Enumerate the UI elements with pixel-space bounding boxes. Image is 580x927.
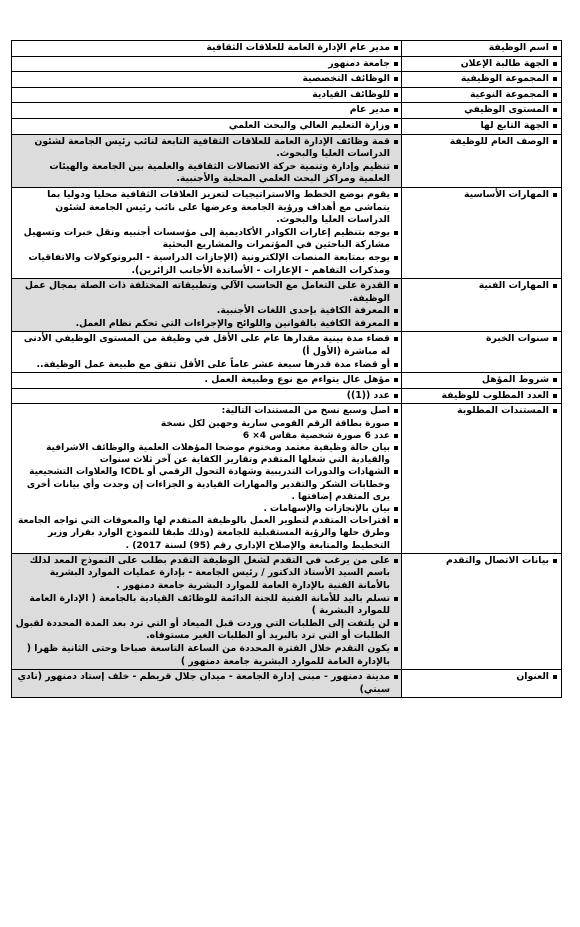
square-bullet-icon	[553, 62, 557, 66]
value-item	[15, 390, 398, 403]
label-wrapper	[405, 390, 557, 403]
value-list	[15, 58, 398, 71]
label-wrapper	[405, 555, 557, 568]
value-text: اقتراحات المتقدم لتطوير العمل بالوظيفة المتقدم لها والمعوقات التي تواجه الجامعة وطرق حلها والرؤية المستقبلية للجامعة (وذلك طبقا للنموذج الوارد بقرار وزير التخطيط والمتابعة والإصلاح الإداري رقم (95) لسنة 2017) .	[18, 516, 390, 551]
square-bullet-icon	[394, 622, 398, 626]
square-bullet-icon	[394, 77, 398, 81]
square-bullet-icon	[553, 46, 557, 50]
field-label: شروط المؤهل	[481, 374, 549, 386]
label-cell	[402, 103, 562, 119]
field-label: المهارات الأساسية	[464, 188, 549, 200]
value-item	[15, 618, 398, 643]
square-bullet-icon	[553, 675, 557, 679]
row-requesting-entity	[12, 56, 562, 72]
label-cell	[402, 279, 562, 332]
label-cell	[402, 553, 562, 669]
row-basic-skills	[12, 187, 562, 278]
value-cell	[12, 187, 402, 278]
job-details-table	[11, 40, 562, 698]
label-wrapper	[405, 374, 557, 387]
value-text: الشهادات والدورات التدريبية وشهادة التحول الرقمي أو ICDL والعلاوات التشجيعية وخطابات الشكر والتقدير والمهارات القيادية و الجزاءات إن وجدت وأي بيانات أخرى يرى المتقدم إضافتها .	[26, 467, 390, 502]
value-list	[15, 136, 398, 186]
value-list	[15, 42, 398, 55]
value-list	[15, 374, 398, 387]
square-bullet-icon	[394, 422, 398, 426]
label-wrapper	[405, 73, 557, 86]
field-label: المجموعة الوظيفية	[460, 73, 549, 85]
field-label: الوصف العام للوظيفة	[449, 135, 549, 147]
field-label: بيانات الاتصال والتقدم	[445, 554, 549, 566]
value-item	[15, 466, 398, 503]
value-text: القدرة على التعامل مع الحاسب الآلي وتطبيقاته المختلفة ذات الصلة بمجال عمل الوظيفة.	[24, 280, 390, 304]
square-bullet-icon	[553, 140, 557, 144]
label-cell	[402, 373, 562, 389]
square-bullet-icon	[553, 93, 557, 97]
square-bullet-icon	[394, 93, 398, 97]
label-wrapper	[405, 42, 557, 55]
value-cell	[12, 553, 402, 669]
value-list	[15, 120, 398, 133]
row-type-group	[12, 87, 562, 103]
row-contact-application	[12, 553, 562, 669]
field-label: المستوى الوظيفي	[464, 104, 549, 116]
square-bullet-icon	[394, 193, 398, 197]
value-text: يوجه بتنظيم إعارات الكوادر الأكاديمية إلى مؤسسات أجنبيه ونقل خبرات وتسهيل مشاركة الباحثين في المؤتمرات والمشاريع البحثية	[23, 226, 390, 251]
value-text: لن يلتفت إلى الطلبات التي وردت قبل الميعاد أو التي ترد بعد المدة المحددة لقبول الطلبات أو التي ترد بالبريد أو الطلبات الغير مستوفاه.	[15, 617, 390, 642]
value-cell	[12, 404, 402, 553]
label-cell	[402, 118, 562, 134]
row-address	[12, 670, 562, 698]
value-item	[15, 503, 398, 515]
value-cell	[12, 670, 402, 698]
value-cell	[12, 103, 402, 119]
square-bullet-icon	[394, 647, 398, 651]
value-cell	[12, 373, 402, 389]
square-bullet-icon	[394, 309, 398, 313]
value-text: المعرفة الكافية بإحدى اللغات الأجنبية.	[216, 305, 390, 317]
square-bullet-icon	[394, 231, 398, 235]
value-list	[15, 104, 398, 117]
value-item	[15, 89, 398, 102]
value-item	[15, 42, 398, 55]
field-label: الجهة طالبة الإعلان	[460, 57, 549, 69]
row-qualification	[12, 373, 562, 389]
value-text: اصل وسبع نسخ من المستندات التالية:	[221, 406, 390, 417]
value-item	[15, 252, 398, 277]
field-label: المهارات الفنية	[478, 280, 549, 292]
value-list	[15, 671, 398, 696]
value-list	[15, 333, 398, 371]
value-item	[15, 136, 398, 161]
square-bullet-icon	[394, 140, 398, 144]
label-wrapper	[405, 136, 557, 149]
square-bullet-icon	[394, 124, 398, 128]
job-details-body	[12, 41, 562, 698]
square-bullet-icon	[394, 675, 398, 679]
value-list	[15, 89, 398, 102]
label-wrapper	[405, 120, 557, 133]
square-bullet-icon	[394, 394, 398, 398]
value-text: يقوم بوضع الخطط والاستراتيجيات لتعزيز العلاقات الثقافية محليا ودوليا بما يتماشى مع أهداف ورؤية الجامعة وعرضها على نائب رئيس الجامعة لشئون الدراسات العليا والبحوث.	[47, 188, 390, 226]
value-text: أو قضاء مدة قدرها سبعة عشر عاماً على الأقل تتفق مع طبيعة عمل الوظيفة..	[36, 358, 390, 370]
square-bullet-icon	[394, 409, 398, 413]
square-bullet-icon	[394, 597, 398, 601]
value-item	[15, 280, 398, 305]
square-bullet-icon	[394, 108, 398, 112]
square-bullet-icon	[394, 46, 398, 50]
square-bullet-icon	[394, 322, 398, 326]
value-text: يكون التقدم خلال الفترة المحددة من الساعة التاسعة صباحا وحتى الثانية ظهرا ( بالإدارة العامة للموارد البشرية جامعة دمنهور )	[26, 643, 390, 667]
square-bullet-icon	[394, 363, 398, 367]
value-item	[15, 515, 398, 552]
label-wrapper	[405, 333, 557, 346]
value-item	[15, 593, 398, 618]
value-text: عدد 6 صورة شخصية مقاس 4× 6	[242, 430, 390, 441]
value-item	[15, 671, 398, 696]
value-text: وزارة التعليم العالي والبحث العلمي	[228, 119, 390, 131]
label-cell	[402, 41, 562, 57]
value-item	[15, 333, 398, 358]
label-wrapper	[405, 89, 557, 102]
square-bullet-icon	[394, 378, 398, 382]
value-text: على من يرغب في التقدم لشغل الوظيفة التقدم بطلب على النموذج المعد لذلك باسم السيد الأستاذ الدكتور / رئيس الجامعة - بإدارة عمليات الموارد البشرية بالأمانة الفنية بالإدارة العامة للموارد البشرية جامعة دمنهور .	[29, 554, 390, 592]
field-label: اسم الوظيفة	[488, 42, 549, 53]
value-text: بيان بالإنجازات والإسهامات .	[263, 504, 390, 515]
field-label: العدد المطلوب للوظيفة	[441, 389, 549, 401]
value-text: الوظائف التخصصية	[302, 73, 390, 85]
square-bullet-icon	[394, 337, 398, 341]
value-list	[15, 280, 398, 330]
value-list	[15, 555, 398, 668]
value-item	[15, 405, 398, 417]
field-label: سنوات الخبرة	[486, 333, 549, 345]
square-bullet-icon	[394, 62, 398, 66]
label-wrapper	[405, 189, 557, 202]
label-wrapper	[405, 671, 557, 684]
value-text: تسلم باليد للأمانة الفنية للجنة الدائمة للوظائف القيادية بالجامعة ( الإدارة العامة للموارد البشرية )	[29, 592, 390, 617]
value-item	[15, 643, 398, 668]
label-cell	[402, 404, 562, 553]
value-list	[15, 390, 398, 403]
label-wrapper	[405, 280, 557, 293]
value-text: قضاء مدة بينية مقدارها عام على الأقل في وظيفة من المستوى الوظيفي الأدنى له مباشرة (الأول أ)	[23, 333, 390, 358]
value-list	[15, 73, 398, 86]
label-wrapper	[405, 58, 557, 71]
square-bullet-icon	[553, 108, 557, 112]
label-cell	[402, 56, 562, 72]
value-text: قمة وظائف الإدارة العامة للعلاقات الثقافية التابعة لنائب رئيس الجامعة لشئون الدراسات العليا والبحوث.	[34, 135, 390, 160]
value-text: صورة بطاقة الرقم القومي سارية وجهين لكل نسخة	[160, 418, 390, 429]
row-job-title	[12, 41, 562, 57]
value-text: بيان حالة وظيفية معتمد ومختوم موضحا المؤهلات العلمية والوظائف الاشرافية والقيادية التي شغلها المتقدم وتقارير الكفاية عن آخر ثلاث سنوات	[46, 443, 390, 466]
label-cell	[402, 332, 562, 373]
field-label: المستندات المطلوبة	[457, 405, 549, 417]
label-cell	[402, 72, 562, 88]
value-item	[15, 318, 398, 331]
value-text: مؤهل عال يتواءم مع نوع وطبيعة العمل .	[204, 374, 390, 386]
square-bullet-icon	[394, 446, 398, 450]
value-item	[15, 442, 398, 466]
label-wrapper	[405, 104, 557, 117]
square-bullet-icon	[394, 470, 398, 474]
value-cell	[12, 332, 402, 373]
square-bullet-icon	[394, 559, 398, 563]
value-item	[15, 555, 398, 593]
value-item	[15, 104, 398, 117]
square-bullet-icon	[553, 284, 557, 288]
value-cell	[12, 279, 402, 332]
row-technical-skills	[12, 279, 562, 332]
value-text: المعرفة الكافية بالقوانين واللوائح والإجراءات التي تحكم نظام العمل.	[75, 317, 390, 329]
value-item	[15, 120, 398, 133]
square-bullet-icon	[394, 519, 398, 523]
value-cell	[12, 72, 402, 88]
label-cell	[402, 187, 562, 278]
value-text: مدير عام الإدارة العامة للعلاقات الثقافية	[206, 42, 390, 53]
square-bullet-icon	[553, 409, 557, 413]
value-list	[15, 189, 398, 277]
row-affiliation	[12, 118, 562, 134]
value-text: مدينة دمنهور - مبنى إدارة الجامعة - ميدان جلال قريطم - خلف إستاد دمنهور (نادي سبتي)	[17, 671, 390, 695]
value-item	[15, 418, 398, 430]
job-announcement-document	[15, 40, 562, 698]
square-bullet-icon	[394, 256, 398, 260]
value-text: تنظيم وإدارة وتنمية حركة الاتصالات الثقافية والعلمية بين الجامعة والهيئات العلمية ومراكز البحث العلمي المحلية والأجنبية.	[49, 160, 390, 185]
value-item	[15, 374, 398, 387]
square-bullet-icon	[553, 394, 557, 398]
value-item	[15, 73, 398, 86]
square-bullet-icon	[553, 378, 557, 382]
square-bullet-icon	[553, 337, 557, 341]
label-cell	[402, 670, 562, 698]
square-bullet-icon	[394, 434, 398, 438]
value-text: مدير عام	[349, 104, 390, 116]
value-item	[15, 227, 398, 252]
square-bullet-icon	[553, 193, 557, 197]
value-item	[15, 305, 398, 318]
field-label: الجهة التابع لها	[480, 119, 549, 131]
row-required-count	[12, 388, 562, 404]
label-cell	[402, 134, 562, 187]
square-bullet-icon	[553, 124, 557, 128]
square-bullet-icon	[394, 507, 398, 511]
square-bullet-icon	[394, 284, 398, 288]
row-years-experience	[12, 332, 562, 373]
value-text: للوظائف القيادية	[312, 88, 390, 100]
value-cell	[12, 41, 402, 57]
label-cell	[402, 388, 562, 404]
field-label: العنوان	[516, 671, 549, 683]
value-item	[15, 430, 398, 442]
row-required-documents	[12, 404, 562, 553]
value-cell	[12, 87, 402, 103]
label-cell	[402, 87, 562, 103]
value-text: عدد ((1))	[346, 389, 390, 401]
value-cell	[12, 56, 402, 72]
value-cell	[12, 134, 402, 187]
value-list	[15, 405, 398, 551]
label-wrapper	[405, 405, 557, 418]
value-cell	[12, 388, 402, 404]
value-item	[15, 359, 398, 372]
field-label: المجموعة النوعية	[470, 88, 549, 100]
row-general-description	[12, 134, 562, 187]
value-item	[15, 189, 398, 227]
value-item	[15, 161, 398, 186]
row-job-level	[12, 103, 562, 119]
square-bullet-icon	[553, 77, 557, 81]
row-job-group	[12, 72, 562, 88]
value-text: جامعة دمنهور	[328, 57, 390, 69]
value-item	[15, 58, 398, 71]
value-cell	[12, 118, 402, 134]
value-text: يوجه بمتابعة المنصات الإلكترونية (الإجازات الدراسية - البروتوكولات والاتفاقيات ومذكرات التفاهم - الإعارات - الأساتذة الأجانب الزائرين).	[28, 251, 390, 276]
square-bullet-icon	[553, 559, 557, 563]
square-bullet-icon	[394, 165, 398, 169]
